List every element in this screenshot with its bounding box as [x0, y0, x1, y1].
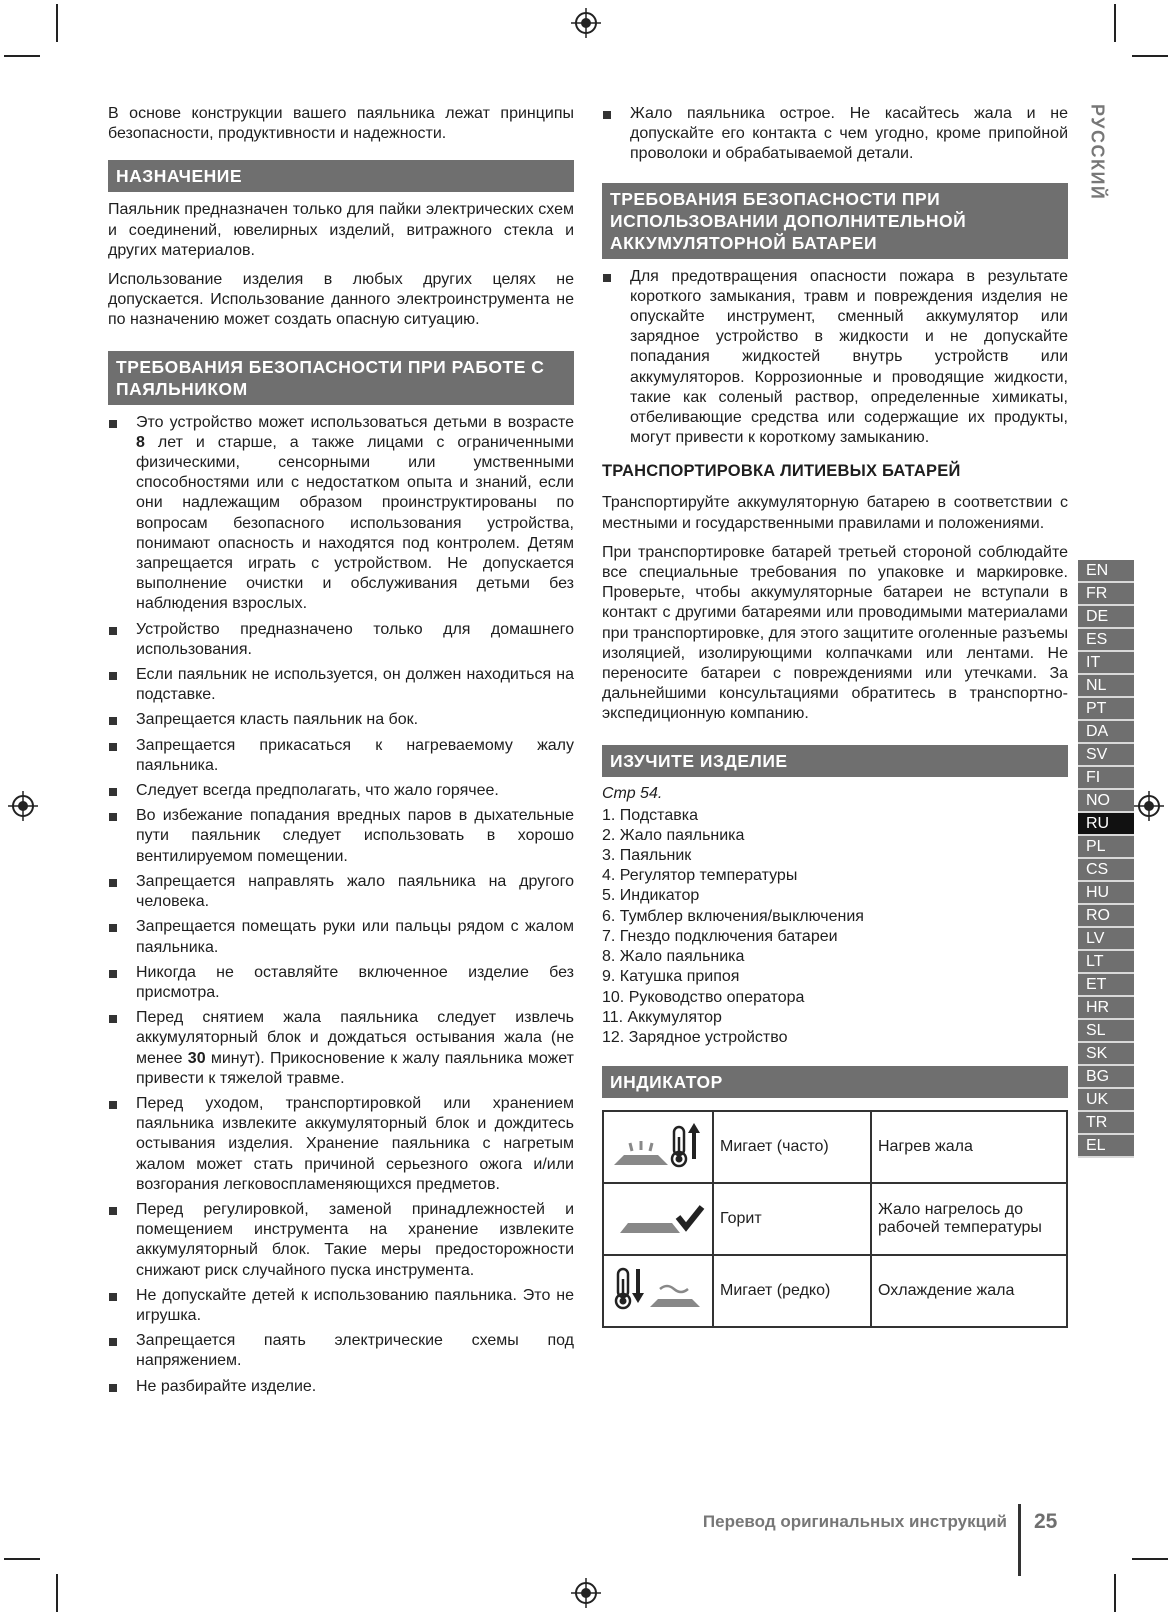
part-item: 10. Руководство оператора: [602, 988, 805, 1006]
safety-item: Не допускайте детей к использованию паяльника. Это не игрушка.: [108, 1286, 574, 1326]
part-item: 7. Гнездо подключения батареи: [602, 927, 838, 945]
heating-icon: [608, 1115, 708, 1175]
safety-item: Никогда не оставляйте включенное изделие без присмотра.: [108, 963, 574, 1003]
battery-item: Для предотвращения опасности пожара в результате короткого замыкания, травм и повреждения изделия не опускайте инструмент, сменный аккумулятор или зарядное устройство в жидкости и не допускайте попадания жидкостей внутрь устройств или аккумуляторов. Коррозионные и проводящие жидкости, такие как соленый раствор, определенные химикаты, отбеливающие средства или содержащие их продукты, могут привести к короткому замыканию.: [602, 267, 1068, 449]
language-tab: DE: [1078, 606, 1134, 629]
age-value: 8: [136, 433, 145, 451]
language-tab: ET: [1078, 974, 1134, 997]
language-tab: PT: [1078, 698, 1134, 721]
crop-mark: [4, 55, 40, 57]
safety-item: Запрещается прикасаться к нагреваемому жалу паяльника.: [108, 736, 574, 776]
safety-item-text: Перед снятием жала паяльника следует извлечь аккумуляторный блок и дождаться остывания жала (не менее: [136, 1009, 574, 1067]
ready-icon: [608, 1187, 708, 1247]
part-item: 9. Катушка припоя: [602, 968, 740, 986]
language-tab: RO: [1078, 905, 1134, 928]
indicator-meaning: Охлаждение жала: [871, 1255, 1067, 1327]
language-tab: PL: [1078, 836, 1134, 859]
battery-list: [602, 267, 1068, 449]
indicator-state: Мигает (редко): [713, 1255, 871, 1327]
indicator-row: [603, 1255, 1067, 1327]
registration-mark-icon: [571, 8, 601, 38]
cooling-icon: [608, 1259, 708, 1319]
language-tab: SK: [1078, 1043, 1134, 1066]
language-tab: FR: [1078, 583, 1134, 606]
language-tab: EN: [1078, 560, 1134, 583]
purpose-paragraph: Использование изделия в любых других целях не допускается. Использование данного электроинструмента не по назначению может создать опасную ситуацию.: [108, 271, 574, 329]
page-reference: Стр 54.: [602, 784, 663, 802]
language-tab: NL: [1078, 675, 1134, 698]
section-heading-product: ИЗУЧИТЕ ИЗДЕЛИЕ: [602, 745, 1068, 777]
safety-item: Следует всегда предполагать, что жало горячее.: [108, 781, 574, 801]
safety-item-text: минут). Прикосновение к жалу паяльника может привести к тяжелой травме.: [136, 1049, 575, 1087]
safety-item: Жало паяльника острое. Не касайтесь жала и не допускайте его контакта с чем угодно, кроме припойной проволоки и обрабатываемой детали.: [602, 104, 1068, 165]
language-tab: HR: [1078, 997, 1134, 1020]
indicator-meaning: Нагрев жала: [871, 1111, 1067, 1183]
language-tab: LT: [1078, 951, 1134, 974]
registration-mark-icon: [8, 791, 38, 821]
crop-mark: [4, 1558, 40, 1560]
language-tab: DA: [1078, 721, 1134, 744]
right-column: [602, 104, 1068, 1328]
safety-item: Устройство предназначено только для домашнего использования.: [108, 620, 574, 660]
language-tab: NO: [1078, 790, 1134, 813]
minutes-value: 30: [187, 1049, 206, 1067]
language-tab: EL: [1078, 1135, 1134, 1158]
crop-mark: [1114, 1574, 1116, 1612]
purpose-paragraph: Паяльник предназначен только для пайки электрических схем и соединений, ювелирных изделий, витражного стекла и других материалов.: [108, 201, 574, 259]
registration-mark-icon: [1134, 791, 1164, 821]
crop-mark: [1132, 1558, 1168, 1560]
language-tab: HU: [1078, 882, 1134, 905]
indicator-icon-cell: [603, 1183, 713, 1255]
safety-item: Перед регулировкой, заменой принадлежностей и помещением инструмента на хранение извлеките аккумуляторный блок. Такие меры предосторожности снижают риск случайного пуска инструмента.: [108, 1200, 574, 1281]
section-heading-indicator: ИНДИКАТОР: [602, 1066, 1068, 1098]
safety-item: Перед уходом, транспортировкой или хранением паяльника извлеките аккумуляторный блок и дождитесь остывания изделия. Хранение паяльника с нагретым жалом может стать причиной серьезного ожога и/или возгорания легковоспламеняющихся предметов.: [108, 1094, 574, 1195]
section-heading-safety: ТРЕБОВАНИЯ БЕЗОПАСНОСТИ ПРИ РАБОТЕ С ПАЯЛЬНИКОМ: [108, 351, 574, 405]
indicator-state: Мигает (часто): [713, 1111, 871, 1183]
language-tabs: [1078, 560, 1134, 1158]
part-item: 3. Паяльник: [602, 847, 692, 865]
indicator-icon-cell: [603, 1111, 713, 1183]
language-tab: SL: [1078, 1020, 1134, 1043]
section-heading-transport: ТРАНСПОРТИРОВКА ЛИТИЕВЫХ БАТАРЕЙ: [602, 462, 961, 481]
part-item: 12. Зарядное устройство: [602, 1028, 788, 1046]
language-tab: CS: [1078, 859, 1134, 882]
part-item: 1. Подставка: [602, 806, 698, 824]
part-item: 11. Аккумулятор: [602, 1008, 722, 1026]
footer-divider: [1018, 1504, 1021, 1576]
safety-item: Не разбирайте изделие.: [108, 1377, 574, 1397]
language-tab: SV: [1078, 744, 1134, 767]
language-tab: UK: [1078, 1089, 1134, 1112]
part-item: 4. Регулятор температуры: [602, 867, 798, 885]
language-tab: BG: [1078, 1066, 1134, 1089]
indicator-row: [603, 1111, 1067, 1183]
section-heading-battery: ТРЕБОВАНИЯ БЕЗОПАСНОСТИ ПРИ ИСПОЛЬЗОВАНИИ ДОПОЛНИТЕЛЬНОЙ АККУМУЛЯТОРНОЙ БАТАРЕИ: [602, 183, 1068, 259]
safety-item: [108, 413, 574, 615]
intro-paragraph: В основе конструкции вашего паяльника лежат принципы безопасности, продуктивности и надежности.: [108, 105, 574, 143]
safety-item: Если паяльник не используется, он должен находиться на подставке.: [108, 665, 574, 705]
parts-list: [602, 806, 1068, 1048]
safety-item: Запрещается направлять жало паяльника на другого человека.: [108, 872, 574, 912]
section-heading-purpose: НАЗНАЧЕНИЕ: [108, 160, 574, 192]
indicator-meaning: Жало нагрелось до рабочей температуры: [871, 1183, 1067, 1255]
language-tab-active: RU: [1078, 813, 1134, 836]
indicator-row: [603, 1183, 1067, 1255]
registration-mark-icon: [571, 1578, 601, 1608]
language-side-label: РУССКИЙ: [1087, 104, 1108, 201]
indicator-state: Горит: [713, 1183, 871, 1255]
footer-text: Перевод оригинальных инструкций: [702, 1512, 1007, 1531]
part-item: 5. Индикатор: [602, 887, 700, 905]
language-tab: LV: [1078, 928, 1134, 951]
indicator-table: [602, 1110, 1068, 1328]
language-tab: TR: [1078, 1112, 1134, 1135]
crop-mark: [56, 4, 58, 42]
safety-item: [108, 1008, 574, 1089]
language-tab: ES: [1078, 629, 1134, 652]
safety-item: Во избежание попадания вредных паров в дыхательные пути паяльник следует использовать в хорошо вентилируемом помещении.: [108, 806, 574, 867]
safety-item: Запрещается паять электрические схемы под напряжением.: [108, 1331, 574, 1371]
language-tab: IT: [1078, 652, 1134, 675]
safety-item-text: лет и старше, а также лицами с ограниченными физическими, сенсорными или умственными способностями или с недостатком опыта и знаний, если они надлежащим образом проинструктированы по вопросам безопасного использования устройства, понимают опасность и находятся под контролем. Детям запрещается играть с устройством. Не допускается выполнение очистки и обслуживания детьми без наблюдения взрослых.: [136, 433, 574, 613]
safety-list: [108, 413, 574, 1397]
crop-mark: [1114, 4, 1116, 42]
left-column: [108, 104, 574, 1402]
crop-mark: [1132, 55, 1168, 57]
part-item: 2. Жало паяльника: [602, 826, 745, 844]
transport-paragraph: Транспортируйте аккумуляторную батарею в соответствии с местными и государственными правилами и положениями.: [602, 494, 1068, 532]
part-item: 6. Тумблер включения/выключения: [602, 907, 864, 925]
safety-list-continued: [602, 104, 1068, 165]
safety-item: Запрещается помещать руки или пальцы рядом с жалом паяльника.: [108, 917, 574, 957]
page-number: 25: [1034, 1510, 1058, 1533]
indicator-icon-cell: [603, 1255, 713, 1327]
safety-item: Запрещается класть паяльник на бок.: [108, 710, 574, 730]
part-item: 8. Жало паяльника: [602, 948, 745, 966]
transport-paragraph: При транспортировке батарей третьей стороной соблюдайте все специальные требования по упаковке и маркировке. Проверьте, чтобы аккумуляторные батареи не вступали в контакт с другими батареями или проводимыми материалами при транспортировке, для этого защитите оголенные разъемы изоляцией, изолирующими колпачками или лентами. Не переносите батареи с повреждениями или утечками. За дальнейшими консультациями обратитесь в транспортно-экспедиционную компанию.: [602, 543, 1068, 723]
safety-item-text: Это устройство может использоваться детьми в возрасте: [136, 413, 574, 431]
language-tab: FI: [1078, 767, 1134, 790]
crop-mark: [56, 1574, 58, 1612]
